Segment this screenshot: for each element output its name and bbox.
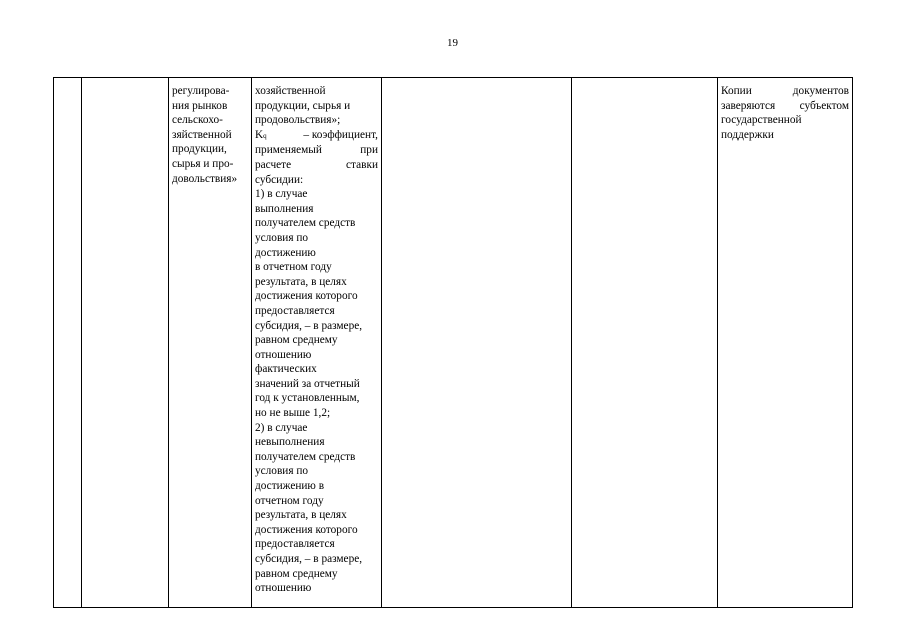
- text-line: продукции,: [172, 143, 227, 156]
- text-line: достижению в: [255, 480, 325, 493]
- text-line: результата, в целях: [255, 509, 347, 522]
- text-line: достижения которого: [255, 523, 358, 536]
- word: субъектом: [799, 99, 849, 112]
- text-line: субсидия, – в размере,: [255, 553, 363, 565]
- text-line: [721, 99, 849, 114]
- cell-col-3-text: [172, 84, 248, 186]
- text-line: предоставляется: [255, 538, 335, 551]
- text-line: поддержки: [721, 128, 774, 141]
- word: ставки: [346, 158, 378, 171]
- text-line: в отчетном году: [255, 261, 332, 274]
- cell-col-2: [82, 78, 169, 608]
- text-line: сырья и про-: [172, 157, 234, 170]
- text-line: 1) в случае: [255, 188, 308, 201]
- cell-col-5: [382, 78, 572, 608]
- text-line: продовольствия»;: [255, 114, 341, 127]
- text-line: отношению: [255, 348, 312, 361]
- text-line: достижению: [255, 246, 316, 259]
- text-line: условия по: [255, 465, 309, 478]
- text-line: продукции, сырья и: [255, 99, 351, 112]
- text-line: предоставляется: [255, 304, 335, 317]
- table-row: [54, 78, 853, 608]
- text-line: хозяйственной: [255, 85, 326, 97]
- text-line: субсидия, – в размере,: [255, 319, 363, 332]
- cell-col-7-text: [721, 84, 849, 142]
- text-line: 2) в случае: [255, 421, 308, 434]
- text-line: выполнения: [255, 202, 314, 215]
- text-line: ния рынков: [172, 99, 228, 112]
- cell-col-6: [572, 78, 718, 608]
- text-line: равном среднему: [255, 567, 338, 580]
- text-line: отчетном году: [255, 494, 324, 507]
- text-line: [255, 158, 378, 173]
- text-line: [255, 143, 378, 158]
- text-line: субсидии:: [255, 173, 304, 186]
- text-line: значений за отчетный: [255, 377, 360, 390]
- text-line: сельскохо-: [172, 114, 223, 127]
- text-line: получателем средств: [255, 217, 356, 230]
- text-line: результата, в целях: [255, 275, 347, 288]
- cell-col-4-text: [255, 84, 378, 596]
- cell-col-7: [718, 78, 853, 608]
- text-line: но не выше 1,2;: [255, 407, 331, 420]
- kq-subscript: q: [263, 131, 267, 140]
- text-line: год к установленным,: [255, 392, 360, 405]
- cell-col-3: [169, 78, 252, 608]
- text-line: фактических: [255, 363, 317, 376]
- text-line: равном среднему: [255, 334, 338, 347]
- text-line: отношению: [255, 582, 312, 595]
- text-line: [255, 128, 378, 144]
- kq-definition: – коэффициент,: [303, 128, 378, 141]
- text-line: зяйственной: [172, 128, 232, 141]
- cell-col-1: [54, 78, 82, 608]
- regulation-table: [53, 77, 853, 608]
- text-line: регулирова-: [172, 85, 230, 97]
- word: расчете: [255, 158, 292, 171]
- kq-symbol: Kq: [255, 128, 267, 141]
- cell-col-4: [252, 78, 382, 608]
- text-line: достижения которого: [255, 290, 358, 303]
- word: документов: [792, 85, 849, 97]
- page-number: 19: [447, 37, 458, 49]
- word: заверяются: [721, 99, 776, 112]
- word: при: [360, 144, 378, 157]
- text-line: невыполнения: [255, 436, 325, 449]
- text-line: [721, 84, 849, 99]
- text-line: довольствия»: [172, 172, 238, 185]
- text-line: условия по: [255, 231, 309, 244]
- text-line: государственной: [721, 114, 802, 127]
- word: Копии: [721, 85, 752, 97]
- text-line: получателем средств: [255, 450, 356, 463]
- word: применяемый: [255, 144, 322, 157]
